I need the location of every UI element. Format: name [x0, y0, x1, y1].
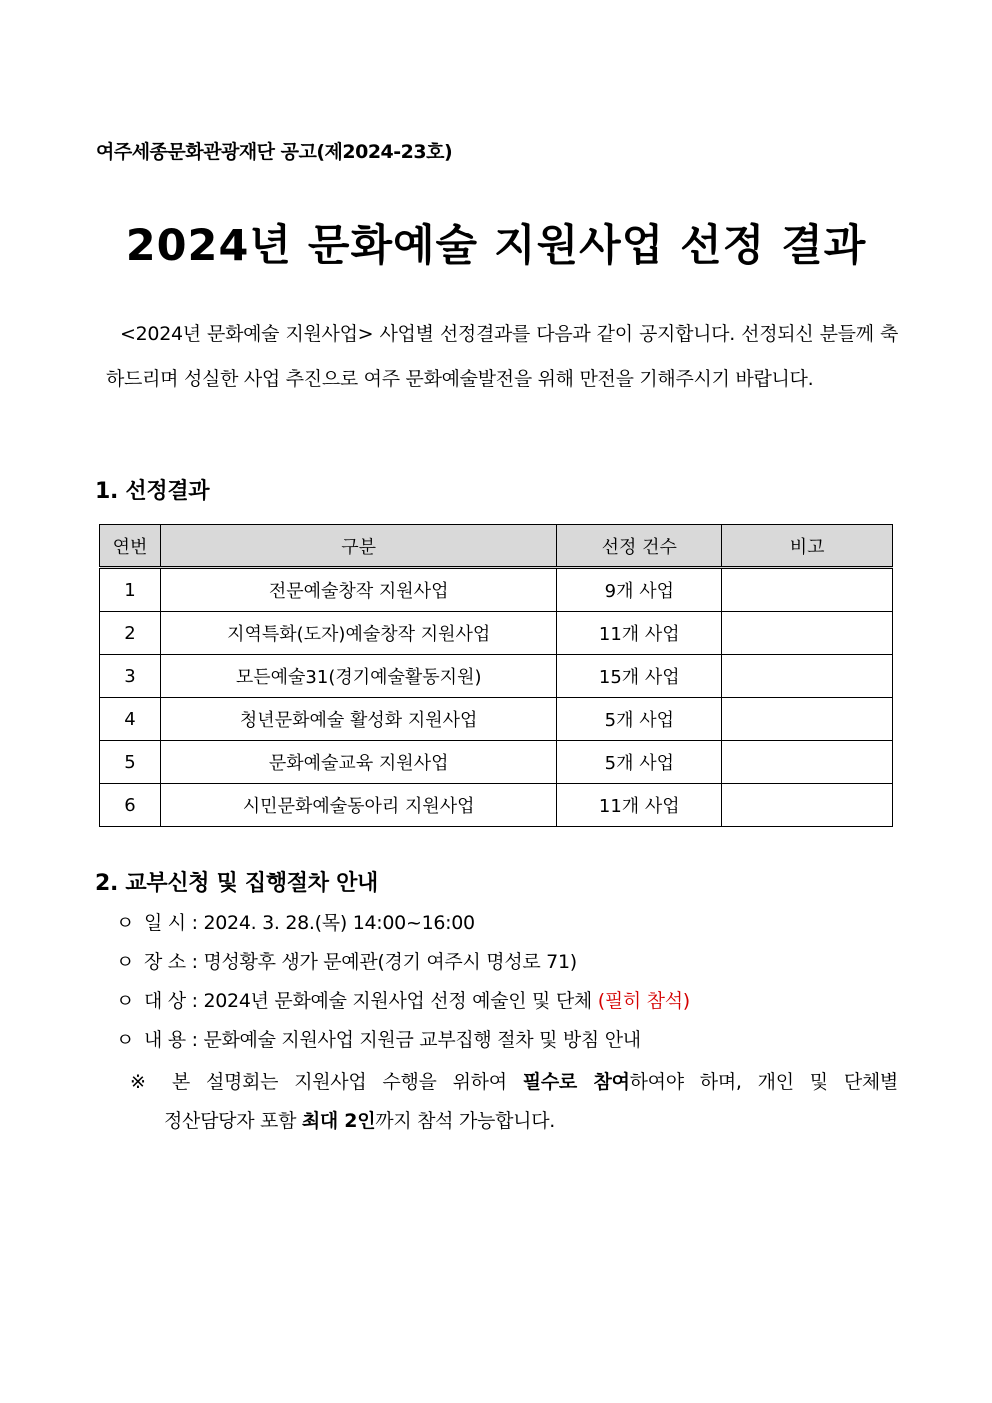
- cell-note: [722, 698, 893, 741]
- cell-note: [722, 784, 893, 827]
- table-header-row: [100, 525, 893, 568]
- required-attendance-note: (필히 참석): [597, 990, 690, 1012]
- item-label: 일 시 :: [144, 912, 198, 934]
- cell-count: 11개 사업: [557, 612, 722, 655]
- cell-count: 11개 사업: [557, 784, 722, 827]
- list-item-venue: [116, 943, 906, 982]
- cell-no: 6: [100, 784, 161, 827]
- list-item-schedule: [116, 904, 906, 943]
- item-label: 대 상 :: [144, 990, 198, 1012]
- list-item-content: [116, 1021, 906, 1060]
- note-text: 까지 참석 가능합니다.: [375, 1110, 555, 1132]
- table-row: [100, 655, 893, 698]
- cell-no: 4: [100, 698, 161, 741]
- table-row: [100, 568, 893, 612]
- section-2-heading: 2. 교부신청 및 집행절차 안내: [95, 871, 378, 896]
- table-row: [100, 698, 893, 741]
- cell-category: 문화예술교육 지원사업: [160, 741, 556, 784]
- cell-no: 5: [100, 741, 161, 784]
- table-row: [100, 741, 893, 784]
- header-count: 선정 건수: [557, 525, 722, 568]
- list-item-target: [116, 982, 906, 1021]
- procedure-list: [116, 904, 906, 1060]
- cell-count: 5개 사업: [557, 741, 722, 784]
- cell-count: 9개 사업: [557, 568, 722, 612]
- document-title: 2024년 문화예술 지원사업 선정 결과: [125, 221, 867, 271]
- item-value: 문화예술 지원사업 지원금 교부집행 절차 및 방침 안내: [203, 1029, 641, 1051]
- note-line-2: [130, 1102, 898, 1141]
- cell-category: 청년문화예술 활성화 지원사업: [160, 698, 556, 741]
- header-category: 구분: [160, 525, 556, 568]
- cell-note: [722, 741, 893, 784]
- note-mark: ※: [130, 1071, 156, 1093]
- table-row: [100, 612, 893, 655]
- note-bold-max: 최대 2인: [301, 1110, 376, 1132]
- note-text: 하여야 하며, 개인 및 단체별: [629, 1071, 898, 1093]
- selection-results-table: [99, 524, 893, 827]
- item-label: 장 소 :: [144, 951, 198, 973]
- cell-category: 전문예술창작 지원사업: [160, 568, 556, 612]
- item-value: 2024. 3. 28.(목) 14:00~16:00: [203, 912, 475, 934]
- header-no: 연번: [100, 525, 161, 568]
- cell-category: 모든예술31(경기예술활동지원): [160, 655, 556, 698]
- bullet-mark: ㅇ: [116, 912, 135, 934]
- note-text: 본 설명회는 지원사업 수행을 위하여: [171, 1071, 507, 1093]
- cell-note: [722, 612, 893, 655]
- item-value: 명성황후 생가 문예관(경기 여주시 명성로 71): [203, 951, 577, 973]
- note-line-1: [130, 1063, 898, 1102]
- cell-category: 지역특화(도자)예술창작 지원사업: [160, 612, 556, 655]
- header-note: 비고: [722, 525, 893, 568]
- cell-note: [722, 655, 893, 698]
- attendance-note: [130, 1063, 898, 1141]
- note-text: 정산담당자 포함: [164, 1110, 297, 1132]
- cell-count: 5개 사업: [557, 698, 722, 741]
- intro-text: <2024년 문화예술 지원사업> 사업별 선정결과를 다음과 같이 공지합니다. 선정되신 분들께 축하드리며 성실한 사업 추진으로 여주 문화예술발전을 위해 만전을 기해주시기 바랍니다.: [106, 323, 898, 390]
- cell-no: 3: [100, 655, 161, 698]
- cell-no: 1: [100, 568, 161, 612]
- bullet-mark: ㅇ: [116, 951, 135, 973]
- cell-no: 2: [100, 612, 161, 655]
- notice-number: 여주세종문화관광재단 공고(제2024-23호): [96, 141, 453, 163]
- cell-count: 15개 사업: [557, 655, 722, 698]
- note-bold-required: 필수로 참여: [522, 1071, 630, 1093]
- cell-note: [722, 568, 893, 612]
- table-row: [100, 784, 893, 827]
- item-value: 2024년 문화예술 지원사업 선정 예술인 및 단체: [203, 990, 592, 1012]
- item-label: 내 용 :: [144, 1029, 198, 1051]
- intro-paragraph: [106, 312, 898, 402]
- bullet-mark: ㅇ: [116, 1029, 135, 1051]
- bullet-mark: ㅇ: [116, 990, 135, 1012]
- cell-category: 시민문화예술동아리 지원사업: [160, 784, 556, 827]
- section-1-heading: 1. 선정결과: [95, 479, 210, 504]
